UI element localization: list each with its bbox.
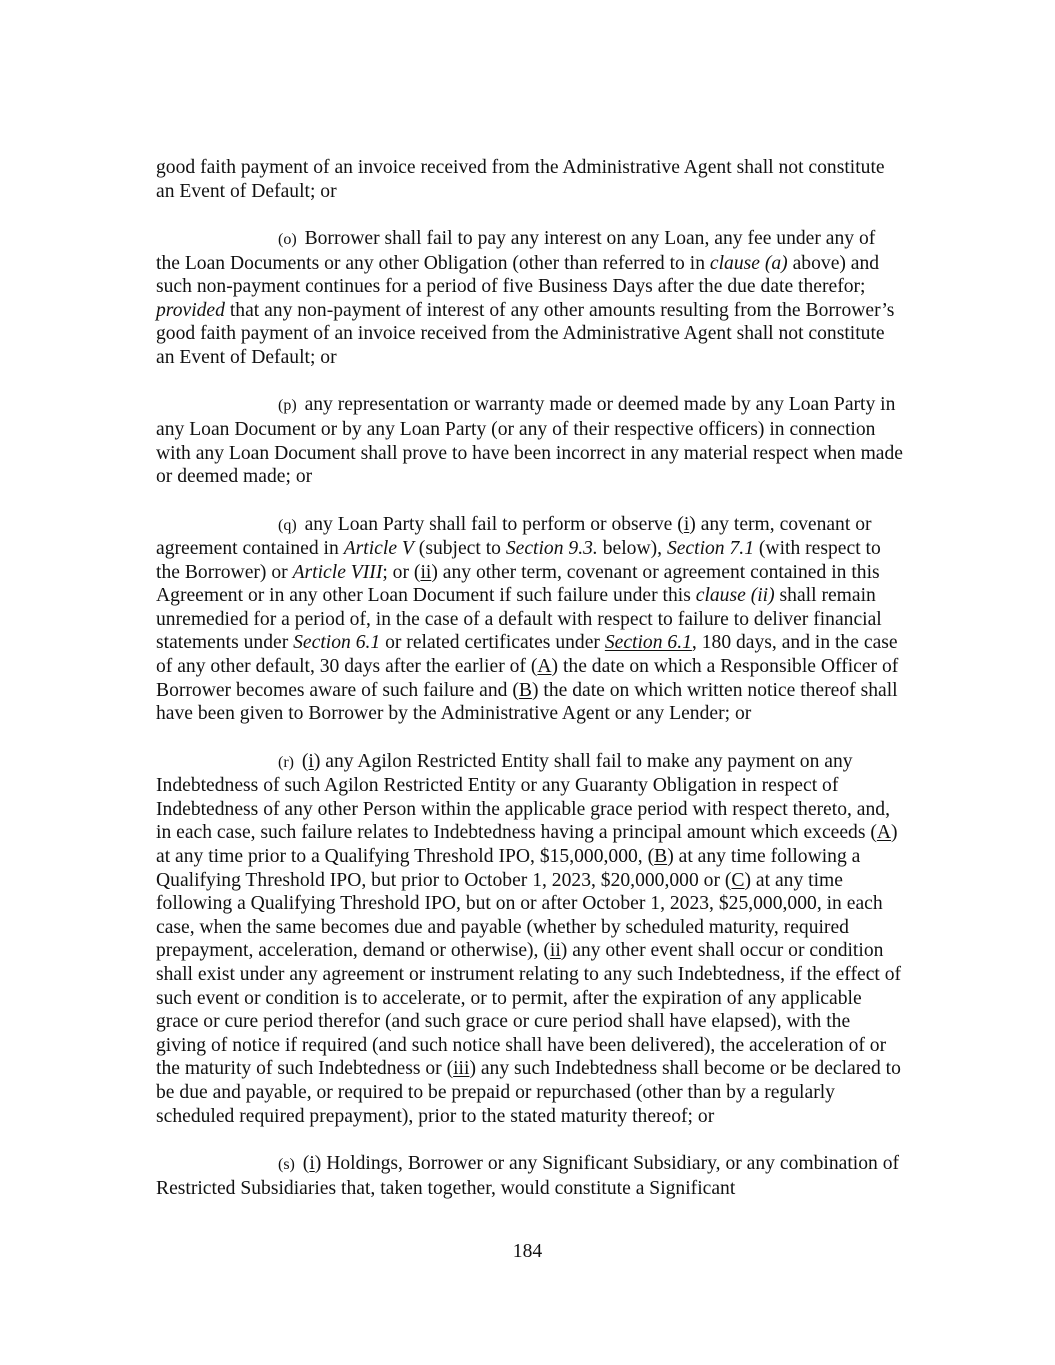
clause-p-paragraph: (p) any representation or warranty made or deemed made by any Loan Party in any Loan Document or by any Loan Party (or any of their respective officers) in connection with any Loan Document shall prove to have been incorrect in any material respect when made or deemed made; or xyxy=(156,394,904,488)
clause-label: (q) xyxy=(278,516,297,534)
clause-label: (r) xyxy=(278,753,294,771)
clause-s-paragraph: (s) (i) Holdings, Borrower or any Significant Subsidiary, or any combination of Restricted Subsidiaries that, taken together, would constitute a Significant xyxy=(156,1152,900,1199)
clause-o-paragraph: (o) Borrower shall fail to pay any interest on any Loan, any fee under any of the Loan Documents or any other Obligation (other than referred to in clause (a) above) and such non-payment continues for a period of five Business Days after the due date therefor; provided that any non-payment of interest of any other amounts resulting from the Borrower’s good faith payment of an invoice received from the Administrative Agent shall not constitute an Event of Default; or xyxy=(156,227,895,368)
page-number: 184 xyxy=(512,1241,543,1262)
intro-paragraph: good faith payment of an invoice received from the Administrative Agent shall not constitute an Event of Default; or xyxy=(156,157,885,202)
clause-label: (o) xyxy=(278,230,297,248)
clause-r-paragraph: (r) (i) any Agilon Restricted Entity shall fail to make any payment on any Indebtedness of such Agilon Restricted Entity or any Guaranty Obligation in respect of Indebtedness of any other Person within the applicable grace period with respect thereto, and, in each case, such failure relates to Indebtedness having a principal amount which exceeds (A) at any time prior to a Qualifying Threshold IPO, $15,000,000, (B) at any time following a Qualifying Threshold IPO, but prior to October 1, 2023, $20,000,000 or (C) at any time following a Qualifying Threshold IPO, but on or after October 1, 2023, $25,000,000, in each case, when the same becomes due and payable (whether by scheduled maturity, required prepayment, acceleration, demand or otherwise), (ii) any other event shall occur or condition shall exist under any agreement or instrument relating to any such Indebtedness, if the effect of such event or condition is to accelerate, or to permit, after the expiration of any applicable grace or cure period therefor (and such grace or cure period shall have elapsed), with the giving of notice if required (and such notice shall have been delivered), the acceleration of or the maturity of such Indebtedness or (iii) any such Indebtedness shall become or be declared to be due and payable, or required to be prepaid or repurchased (other than by a regularly scheduled required prepayment), prior to the stated maturity thereof; or xyxy=(156,750,902,1127)
clause-label: (p) xyxy=(278,397,297,415)
body-text xyxy=(156,156,904,1224)
clause-label: (s) xyxy=(278,1155,295,1173)
clause-q-paragraph: (q) any Loan Party shall fail to perform or observe (i) any term, covenant or agreement contained in Article V (subject to Section 9.3. below), Section 7.1 (with respect to the Borrower) or Article VIII; or (ii) any other term, covenant or agreement contained in this Agreement or in any other Loan Document if such failure under this clause (ii) shall remain unremedied for a period of, in the case of a default with respect to failure to deliver financial statements under Section 6.1 or related certificates under Section 6.1, 180 days, and in the case of any other default, 30 days after the earlier of (A) the date on which a Responsible Officer of Borrower becomes aware of such failure and (B) the date on which written notice thereof shall have been given to Borrower by the Administrative Agent or any Lender; or xyxy=(156,513,899,725)
